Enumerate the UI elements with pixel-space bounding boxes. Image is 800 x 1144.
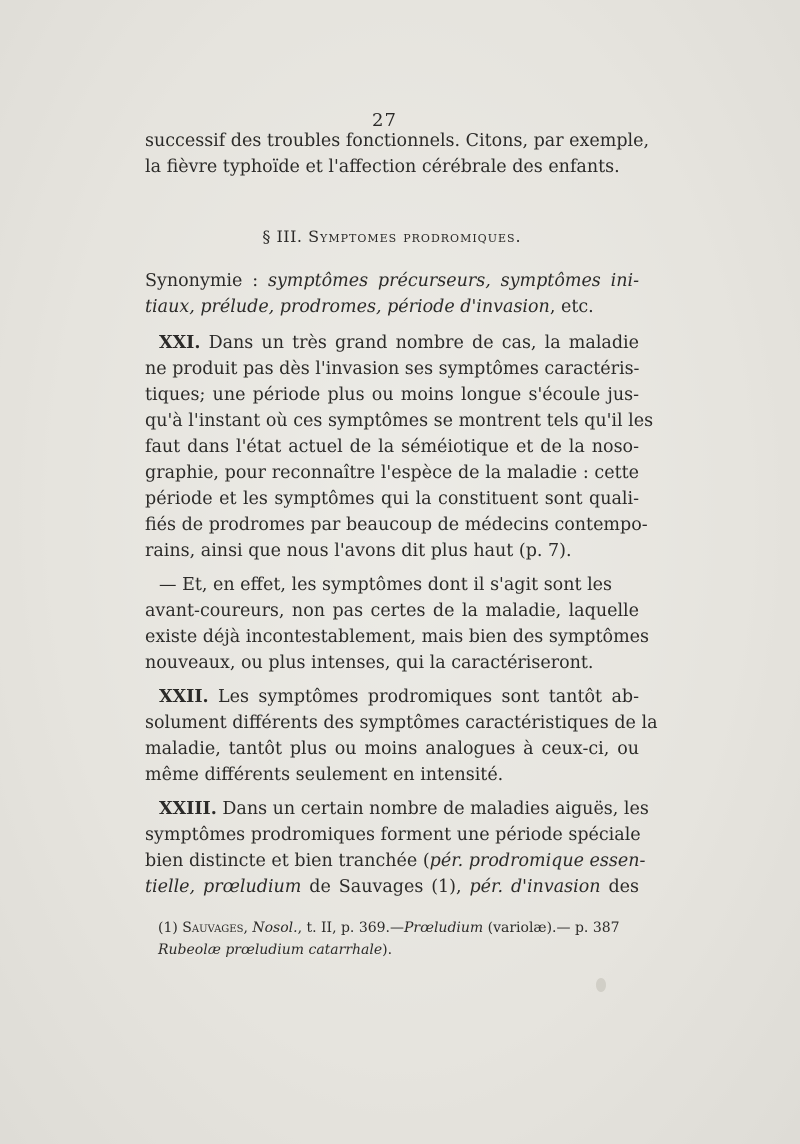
page-number: 27 xyxy=(372,110,397,131)
text-line: successif des troubles fonctionnels. Citons, par exemple, xyxy=(145,131,650,151)
text-line: existe déjà incontestablement, mais bien des symptômes xyxy=(145,627,650,647)
text-line: ne produit pas dès l'invasion ses symptômes caractéris- xyxy=(145,359,640,379)
synonymie-label: Synonymie : xyxy=(145,271,268,291)
text-line: fiés de prodromes par beaucoup de médecins contempo- xyxy=(145,515,648,535)
text-line xyxy=(145,294,639,320)
section-title: Symptomes prodromiques. xyxy=(308,227,522,246)
text-line: rains, ainsi que nous l'avons dit plus haut (p. 7). xyxy=(145,541,572,561)
text-line: qu'à l'instant où ces symptômes se montrent tels qu'il les xyxy=(145,411,654,431)
text-line: maladie, tantôt plus ou moins analogues à ceux-ci, ou xyxy=(145,739,639,759)
text-line: — Et, en effet, les symptômes dont il s'agit sont les xyxy=(159,575,613,595)
text-line: XXI. Dans un très grand nombre de cas, la maladie xyxy=(159,333,639,353)
text-line xyxy=(145,268,639,294)
paragraph-xxiii xyxy=(145,796,649,900)
synonymie-terms: symptômes précurseurs, symptômes ini- xyxy=(267,271,639,291)
synonymie-tail: , etc. xyxy=(549,297,594,317)
text-line: la fièvre typhoïde et l'affection cérébrale des enfants. xyxy=(145,157,620,177)
paragraph-xxi xyxy=(145,330,654,564)
paragraph-number: XXII. xyxy=(159,687,209,707)
text-line: période et les symptômes qui la constituent sont quali- xyxy=(145,489,639,509)
paragraph-number: XXIII. xyxy=(159,799,217,819)
text-line: tielle, prœludium de Sauvages (1), pér. d'invasion des xyxy=(145,877,639,897)
text-line: nouveaux, ou plus intenses, qui la caractériseront. xyxy=(145,653,594,673)
text-line: avant-coureurs, non pas certes de la maladie, laquelle xyxy=(145,601,639,621)
footnote-marker: (1) xyxy=(158,920,183,936)
synonymie-block xyxy=(145,268,639,320)
text-line: graphie, pour reconnaître l'espèce de la maladie : cette xyxy=(145,463,639,483)
paragraph-xxii xyxy=(145,684,658,788)
footnote: (1) Sauvages, Nosol., t. II, p. 369.—Prœludium (variolæ).— p. 387 Rubeolæ prœludium catarrhale). xyxy=(158,920,620,958)
paragraph-number: XXI. xyxy=(159,333,201,353)
text-line: faut dans l'état actuel de la séméiotique et de la noso- xyxy=(145,437,639,457)
text-line: bien distincte et bien tranchée (pér. prodromique essen- xyxy=(145,851,646,871)
section-mark: § III. xyxy=(262,227,303,246)
text-line: XXII. Les symptômes prodromiques sont tantôt ab- xyxy=(159,687,639,707)
text-line: XXIII. Dans un certain nombre de maladies aiguës, les xyxy=(159,799,649,819)
footnote-author: Sauvages xyxy=(182,920,244,936)
text-line: tiques; une période plus ou moins longue s'écoule jus- xyxy=(145,385,639,405)
text-line: même différents seulement en intensité. xyxy=(145,765,504,785)
synonymie-terms: tiaux, prélude, prodromes, période d'invasion xyxy=(145,297,550,317)
paragraph-xxi-continued xyxy=(145,572,650,676)
section-heading xyxy=(145,224,639,250)
footnote-work: Nosol. xyxy=(252,920,298,936)
text-line: symptômes prodromiques forment une période spéciale xyxy=(145,825,641,845)
body-text xyxy=(145,128,658,900)
text-line: solument différents des symptômes caractéristiques de la xyxy=(145,713,658,733)
paper-stain xyxy=(596,978,606,992)
